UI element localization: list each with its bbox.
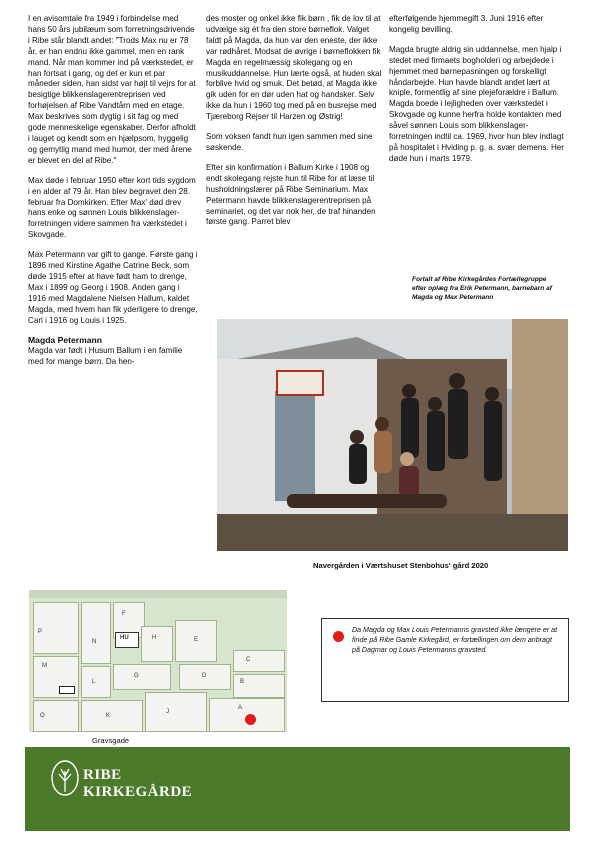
map-plot-c: C <box>233 650 285 672</box>
map-plot-g: G <box>113 664 171 690</box>
map-plot-o: O <box>33 700 79 732</box>
map-plot-l: L <box>81 666 111 698</box>
logo-text <box>83 767 192 801</box>
paragraph: Max Petermann var gift to gange. Første gang i 1896 med Kirstine Agathe Catrine Beck, som døde 1915 efter at have født ham to drenge, Max i 1899 og Georg i 1908. Anden gang i 1916 med Magdalene Nielsen Hallum, kaldet Magda, med hvem han fik yderligere to drenge, Carl i 1916 og Louis i 1925. <box>28 250 198 325</box>
grave-note-box <box>321 618 569 702</box>
footer-band <box>25 747 570 831</box>
map-plot-h: H <box>141 626 173 662</box>
paragraph: I en avisomtale fra 1949 i forbindelse med hans 50 års jubilæum som forretningsdrivende i Ribe står blandt andet: "Trods Max nu er 78 år, er han endnu ikke gammel, men en rank mand. Når man kommer ind på værkstedet, er han fortsat i gang, og det er kun et par måneder siden, han sidst var højt til vejrs for at besigtige blikkenslagerentreprisen ved forhøjelsen af Ribe Vandtårn med en etage. Max beskrives som dygtig i sit fag og med gode menneskelige egenskaber. Derfor afholdt i lauget og kendt som en hjælpsom, hyggelig og gemytlig mand med humor, der med årene er blevet en del af Ribe." <box>28 14 196 165</box>
map-plot-d: D <box>179 664 231 690</box>
author-credit: Fortalt af Ribe Kirkegårdes Fortællegruppe efter oplæg fra Erik Petermann, barnebarn af Magda og Max Petermann <box>412 276 552 301</box>
map-plot-p: P <box>33 602 79 654</box>
group-photo <box>217 319 568 551</box>
map-plot-m: M <box>33 656 79 698</box>
map-plot-n: N <box>81 602 111 664</box>
paragraph: Max døde i februar 1950 efter kort tids sygdom i en alder af 79 år. Han blev begravet den 28. februar fra Domkirken. Efter Max' død drev hans enke og sønnen Louis blikkenslager-forretningen videre sammen fra værkstedet i Skovgade. <box>28 175 196 240</box>
map-plot-j: J <box>145 692 207 732</box>
paragraph: efterfølgende hjemmegift 3. Juni 1916 efter kongelig bevilling. <box>389 14 544 34</box>
article-column-3 <box>389 14 569 174</box>
grave-location-marker <box>245 714 256 725</box>
logo-line-1: RIBE <box>83 767 122 783</box>
red-dot-icon <box>333 631 344 642</box>
paragraph: Magda brugte aldrig sin uddannelse, men hjalp i stedet med firmaets bogholderi og arbejdede i hjemmet med børnepasningen og forskelligt håndarbejde. Hun havde blandt andet lært at kniple, formentlig af sine plejeforældre i Ballum. Magda boede i lejligheden over værkstedet i Skovgade og kunne herfra holde kontakten med såvel sønnen Louis som blikkenslager-forretningen indtil ca. 1969, hvor hun blev indlagt på hospitalet i Hviding p. g. a. svær demens. Her døde hun i marts 1979. <box>389 44 564 163</box>
map-path <box>29 590 287 598</box>
grave-note-text: Da Magda og Max Louis Petermanns gravsted ikke længere er at finde på Ribe Gamle Kirkegård, er fortællingen om dem anbragt på Dagmar og Louis Petermanns gravsted. <box>352 626 558 655</box>
map-plot-b: B <box>233 674 285 698</box>
article-column-1 <box>28 14 198 377</box>
cemetery-map <box>29 590 287 732</box>
logo-line-2: KIRKEGÅRDE <box>83 784 193 800</box>
article-column-2 <box>206 14 382 237</box>
paragraph: Magda var født i Husum Ballum i en familie med for mange børn. Da hen- <box>28 346 183 367</box>
map-plot-f: F <box>113 602 145 638</box>
tree-logo-icon <box>50 759 80 797</box>
photo-illustration <box>217 319 568 551</box>
map-building-hu: HU <box>115 632 139 648</box>
map-caption: Gravsgade <box>92 736 130 745</box>
map-plot-a: A <box>209 698 285 732</box>
paragraph: Efter sin konfirmation i Ballum Kirke i 1908 og endt skolegang rejste hun til Ribe for at læse til husholdningslærer på Ribe Seminarium. Max Petermann havde blikkenslagerentreprisen på seminariet, og det var nok her, de traf hinanden første gang. Parret blev <box>206 162 376 227</box>
map-plot-k: K <box>81 700 143 732</box>
paragraph: des moster og onkel ikke fik børn , fik de lov til at udvælge sig ét fra den store børneflok. Valget faldt på Magda, da hun var den eneste, der ikke var rødhåret. Modsat de øvrige i børneflokken fik Magda en regelmæssig skolegang og en musikuddannelse. Hun lærte også, at huden skal forblive hvid og smuk. Det betød, at Magda ikke gik uden for en dør uden hat og handsker. Selv ikke da hun i 1960 tog med på en busrejse med Tjæreborg Rejser til Harzen og Østrig! <box>206 14 382 122</box>
map-marker-box <box>59 686 75 694</box>
section-heading: Magda Petermann <box>28 335 103 346</box>
photo-caption: Navergården i Værtshuset Stenbohus' gård 2020 <box>313 561 489 570</box>
map-plot-e: E <box>175 620 217 662</box>
paragraph: Som voksen fandt hun igen sammen med sine søskende. <box>206 132 373 152</box>
